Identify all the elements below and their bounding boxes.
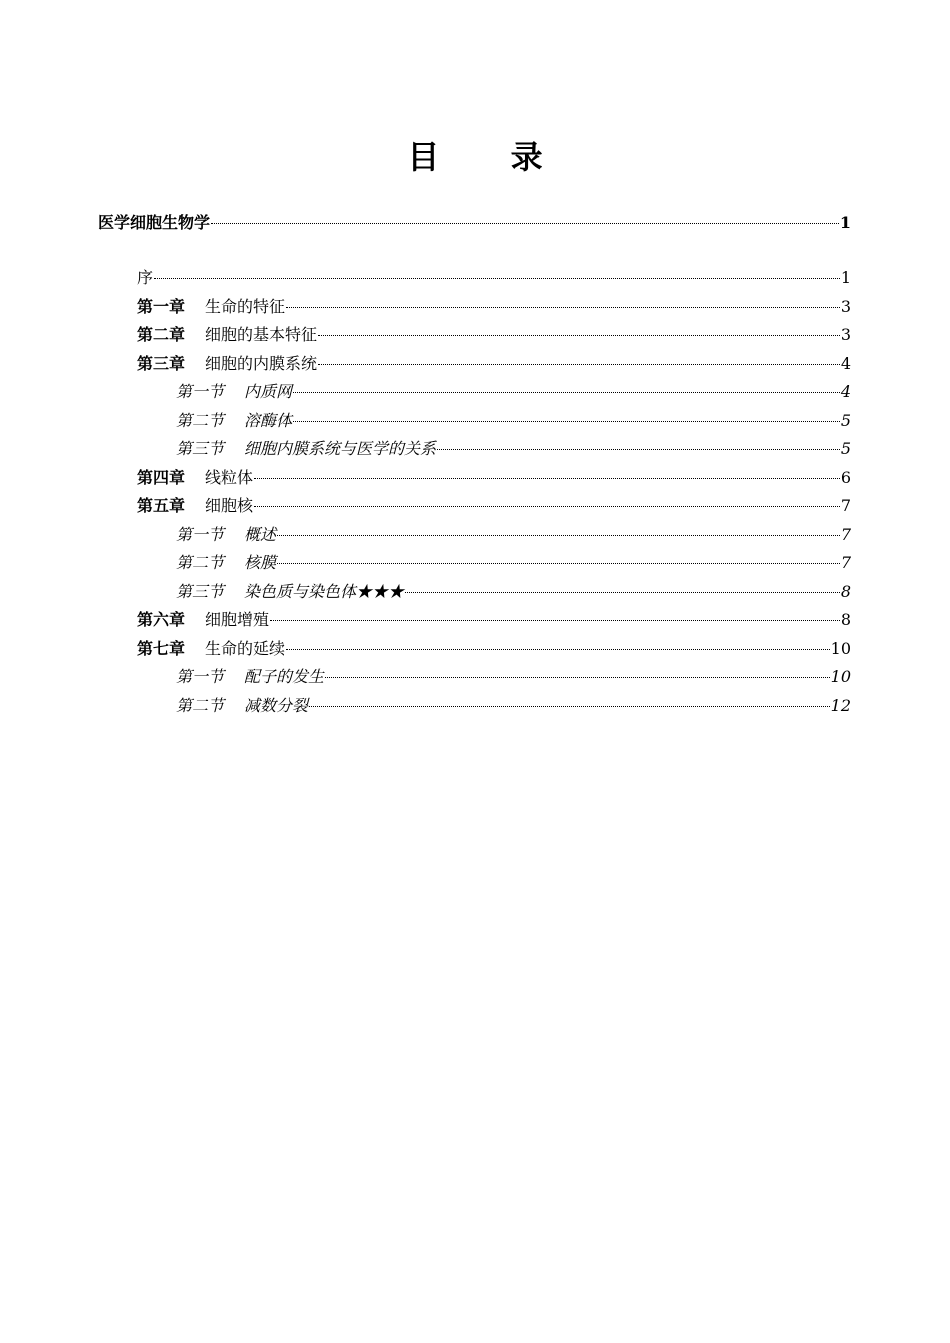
toc-section-entry[interactable] xyxy=(176,582,851,602)
toc-entry-label xyxy=(176,382,292,402)
dot-leader xyxy=(211,223,839,224)
toc-section-number: 第二节 xyxy=(176,410,225,430)
toc-entry-label xyxy=(137,610,269,630)
toc-entry-title: 减数分裂 xyxy=(244,695,309,715)
dot-leader xyxy=(405,592,840,593)
toc-section-entry[interactable] xyxy=(176,696,851,716)
toc-entry-title: 生命的特征 xyxy=(205,296,286,316)
toc-chapter-number: 第七章 xyxy=(137,638,186,658)
toc-chapter-number: 第一章 xyxy=(137,296,186,316)
dot-leader xyxy=(309,706,830,707)
toc-chapter-entry[interactable] xyxy=(137,610,851,630)
toc-page-number: 1 xyxy=(839,213,851,232)
toc-section-entry[interactable] xyxy=(176,667,851,687)
toc-entry-title: 细胞的基本特征 xyxy=(205,325,318,344)
dot-leader xyxy=(286,649,830,650)
toc-entry-label xyxy=(176,696,308,716)
toc-entry-title: 细胞增殖 xyxy=(205,610,270,629)
toc-entry-title: 配子的发生 xyxy=(244,667,325,686)
toc-page-number: 3 xyxy=(840,296,851,316)
toc-entry-label xyxy=(137,268,153,288)
toc-entry-title: 线粒体 xyxy=(205,467,254,487)
toc-chapter-number: 第三章 xyxy=(137,353,186,373)
toc-entry-label xyxy=(176,439,436,459)
dot-leader xyxy=(254,478,840,479)
toc-entry-label xyxy=(176,411,292,431)
toc-entry-label xyxy=(137,496,253,516)
toc-page-number: 10 xyxy=(830,638,851,658)
dot-leader xyxy=(293,392,840,393)
toc-page-number: 3 xyxy=(840,325,851,344)
toc-chapter-entry[interactable] xyxy=(137,268,851,288)
toc-entry-label xyxy=(137,639,285,659)
toc-entry-label xyxy=(176,667,324,687)
dot-leader xyxy=(286,307,840,308)
toc-book-entry[interactable] xyxy=(98,213,851,233)
toc-section-entry[interactable] xyxy=(176,525,851,545)
toc-page-number: 7 xyxy=(840,496,851,515)
dot-leader xyxy=(318,335,840,336)
toc-chapter-entry[interactable] xyxy=(137,496,851,516)
toc-entry-label xyxy=(137,325,317,345)
toc-section-entry[interactable] xyxy=(176,553,851,573)
dot-leader xyxy=(154,278,840,279)
toc-entry-title: 染色质与染色体★★★ xyxy=(244,581,405,601)
toc-section-number: 第一节 xyxy=(176,382,225,401)
dot-leader xyxy=(293,421,840,422)
toc-section-number: 第一节 xyxy=(176,667,225,686)
toc-entry-title: 内质网 xyxy=(244,382,293,401)
toc-page-number: 5 xyxy=(840,410,851,430)
toc-section-entry[interactable] xyxy=(176,382,851,402)
toc-chapter-number: 第六章 xyxy=(137,610,186,629)
page-title: 目 录 xyxy=(407,138,573,176)
toc-chapter-entry[interactable] xyxy=(137,639,851,659)
toc-entry-title: 概述 xyxy=(244,524,277,544)
dot-leader xyxy=(318,364,840,365)
toc-section-entry[interactable] xyxy=(176,439,851,459)
toc-entry-label xyxy=(137,354,317,374)
toc-chapter-number: 第五章 xyxy=(137,496,186,515)
toc-page-number: 10 xyxy=(830,667,851,686)
toc-entry-label xyxy=(137,468,253,488)
toc-entry-title: 细胞的内膜系统 xyxy=(205,353,318,373)
toc-entry-title: 溶酶体 xyxy=(244,410,293,430)
toc-entry-title: 序 xyxy=(137,268,154,287)
toc-page-number: 7 xyxy=(840,524,851,544)
dot-leader xyxy=(325,677,830,678)
toc-section-number: 第二节 xyxy=(176,695,225,715)
toc-page-number: 1 xyxy=(840,268,851,287)
toc-page-number: 7 xyxy=(840,553,851,572)
toc-entry-label xyxy=(176,553,276,573)
toc-chapter-number: 第二章 xyxy=(137,325,186,344)
toc-chapter-entry[interactable] xyxy=(137,354,851,374)
toc-section-number: 第一节 xyxy=(176,524,225,544)
toc-page-number: 4 xyxy=(840,382,851,401)
toc-page-number: 4 xyxy=(840,353,851,373)
toc-chapter-entry[interactable] xyxy=(137,297,851,317)
toc-chapter-number: 第四章 xyxy=(137,467,186,487)
toc-entry-title: 细胞核 xyxy=(205,496,254,515)
toc-section-number: 第二节 xyxy=(176,553,225,572)
dot-leader xyxy=(277,535,840,536)
dot-leader xyxy=(254,506,840,507)
toc-section-number: 第三节 xyxy=(176,581,225,601)
toc-section-number: 第三节 xyxy=(176,439,225,458)
toc-page-number: 6 xyxy=(840,467,851,487)
dot-leader xyxy=(277,563,840,564)
toc-page-number: 5 xyxy=(840,439,851,458)
toc-page-number: 8 xyxy=(840,610,851,629)
toc-entry-label xyxy=(176,582,404,602)
toc-entry-title: 细胞内膜系统与医学的关系 xyxy=(244,439,437,458)
toc-section-entry[interactable] xyxy=(176,411,851,431)
dot-leader xyxy=(270,620,840,621)
toc-entry-label xyxy=(137,297,285,317)
toc-entry-label xyxy=(176,525,276,545)
toc-page-number: 8 xyxy=(840,581,851,601)
toc-book-label: 医学细胞生物学 xyxy=(98,213,211,232)
toc-page-number: 12 xyxy=(830,695,851,715)
toc-entry-title: 生命的延续 xyxy=(205,638,286,658)
dot-leader xyxy=(437,449,840,450)
toc-entry-title: 核膜 xyxy=(244,553,277,572)
toc-chapter-entry[interactable] xyxy=(137,468,851,488)
toc-chapter-entry[interactable] xyxy=(137,325,851,345)
